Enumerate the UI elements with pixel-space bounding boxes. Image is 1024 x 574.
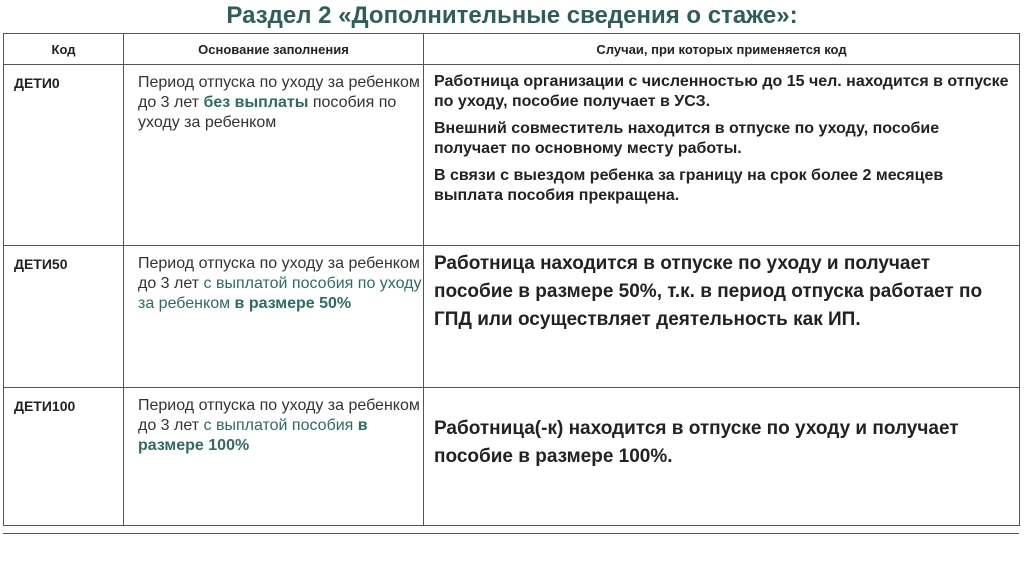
table-row <box>4 246 1020 388</box>
basis-highlight: с выплатой пособия <box>203 417 358 434</box>
case-item: Работница(-к) находится в отпуске по уходу и получает пособие в размере 100%. <box>434 418 959 467</box>
case-item: В связи с выездом ребенка за границу на срок более 2 месяцев выплата пособия прекращена. <box>434 167 944 204</box>
codes-table <box>3 33 1020 526</box>
header-cases: Случаи, при которых применяется код <box>424 34 1020 65</box>
case-item: Работница находится в отпуске по уходу и получает пособие в размере 50%, т.к. в период отпуска работает по ГПД или осуществляет деятельность как ИП. <box>434 253 983 330</box>
basis-highlight: без выплаты <box>203 94 309 111</box>
basis-text: Период отпуска по уходу за ребенком до 3 лет <box>138 74 420 111</box>
cases-cell <box>424 388 1020 526</box>
basis-text: Период отпуска по уходу за ребенком до 3 лет <box>138 397 420 434</box>
basis-cell <box>124 65 424 246</box>
table-header-row <box>4 34 1020 65</box>
cases-cell <box>424 65 1020 246</box>
code-cell: ДЕТИ0 <box>4 65 124 246</box>
table-row <box>4 65 1020 246</box>
header-basis: Основание заполнения <box>124 34 424 65</box>
basis-highlight-bold: в размере 100% <box>138 417 368 454</box>
table-row <box>4 388 1020 526</box>
basis-text: Период отпуска по уходу за ребенком до 3 лет <box>138 255 420 292</box>
case-item: Работница организации с численностью до 15 чел. находится в отпуске по уходу, пособие получает в УСЗ. <box>434 73 1009 110</box>
basis-highlight-bold: в размере 50% <box>230 295 352 312</box>
page-title: Раздел 2 «Дополнительные сведения о стаже»: <box>226 2 798 29</box>
basis-cell <box>124 388 424 526</box>
header-code: Код <box>4 34 124 65</box>
code-cell: ДЕТИ100 <box>4 388 124 526</box>
case-item: Внешний совместитель находится в отпуске по уходу, пособие получает по основному месту работы. <box>434 120 940 157</box>
code-cell: ДЕТИ50 <box>4 246 124 388</box>
bottom-divider <box>3 533 1019 534</box>
basis-cell <box>124 246 424 388</box>
cases-cell <box>424 246 1020 388</box>
basis-text: пособия по уходу за ребенком <box>138 94 397 131</box>
basis-highlight: с выплатой пособия по уходу за ребенком <box>138 275 422 312</box>
